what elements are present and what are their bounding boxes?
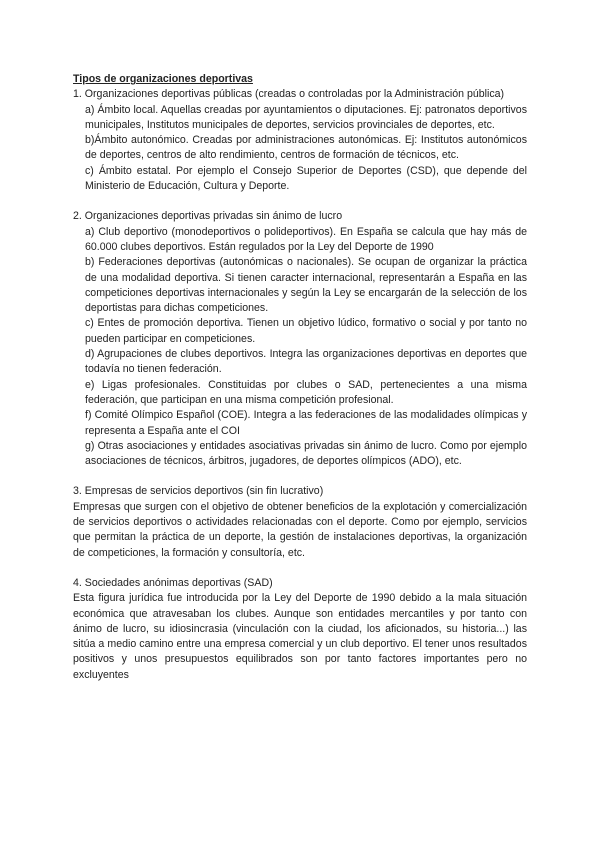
section-private-nonprofit (73, 209, 527, 469)
list-item: c) Entes de promoción deportiva. Tienen un objetivo lúdico, formativo o social y por tanto no pueden participar en competiciones. (85, 317, 527, 345)
section-sad (73, 576, 527, 683)
section-heading: 2. Organizaciones deportivas privadas sin ánimo de lucro (73, 210, 343, 223)
section-heading: 3. Empresas de servicios deportivos (sin fin lucrativo) (73, 485, 324, 498)
section-items (73, 103, 527, 195)
list-item: f) Comité Olímpico Español (COE). Integra a las federaciones de las modalidades olímpicas y representa a España ante el COI (85, 409, 527, 437)
list-item: c) Ámbito estatal. Por ejemplo el Consejo Superior de Deportes (CSD), que depende del Ministerio de Educación, Cultura y Deporte. (85, 164, 527, 193)
list-item: a) Ámbito local. Aquellas creadas por ayuntamientos o diputaciones. Ej: patronatos deportivos municipales, Institutos municipales de deportes, servicios provinciales de deportes, etc. (85, 103, 527, 131)
list-item: b)Ámbito autonómico. Creadas por administraciones autonómicas. Ej: Institutos autonómicos de deportes, centros de alto rendimiento, centros de formación de técnicos, etc. (85, 134, 527, 162)
section-items (73, 225, 527, 470)
section-heading: 4. Sociedades anónimas deportivas (SAD) (73, 576, 273, 589)
section-body: Empresas que surgen con el objetivo de obtener beneficios de la explotación y comercialización de servicios deportivos o actividades relacionadas con el deporte. Como por ejemplo, servicios que permitan la práctica de un deporte, la gestión de instalaciones deportivas, la organización de competiciones, la formación y consultoría, etc. (73, 500, 527, 559)
document-title: Tipos de organizaciones deportivas (73, 73, 253, 85)
list-item: b) Federaciones deportivas (autonómicas o nacionales). Se ocupan de organizar la práctica de una modalidad deportiva. Si tienen caracter internacional, representarán a España en las competiciones deportivas internacionales y según la Ley se encargarán de la selección de los deportistas para dichas competiciones. (85, 256, 527, 315)
list-item: d) Agrupaciones de clubes deportivos. Integra las organizaciones deportivas en deportes que todavía no tienen federación. (85, 348, 527, 376)
document-page (73, 72, 527, 698)
section-public-organizations (73, 87, 527, 194)
section-sports-service-companies (73, 484, 527, 560)
list-item: a) Club deportivo (monodeportivos o polideportivos). En España se calcula que hay más de 60.000 clubes deportivos. Están regulados por la Ley del Deporte de 1990 (85, 225, 527, 253)
section-body: Esta figura jurídica fue introducida por la Ley del Deporte de 1990 debido a la mala situación económica que atravesaban los clubes. Aunque son entidades mercantiles y por tanto con ánimo de lucro, su idiosincrasia (vinculación con la ciudad, los aficionados, su historia...) las sitúa a medio camino entre una empresa comercial y un club deportivo. El tener unos resultados positivos y unos presupuestos equilibrados son por tanto factores importantes pero no excluyentes (73, 592, 527, 681)
list-item: e) Ligas profesionales. Constituidas por clubes o SAD, pertenecientes a una misma federación, que participan en una misma competición profesional. (85, 378, 527, 406)
section-heading: 1. Organizaciones deportivas públicas (creadas o controladas por la Administración pública) (73, 88, 505, 101)
list-item: g) Otras asociaciones y entidades asociativas privadas sin ánimo de lucro. Como por ejemplo asociaciones de técnicos, árbitros, jugadores, de deportes olímpicos (ADO), etc. (85, 439, 527, 468)
